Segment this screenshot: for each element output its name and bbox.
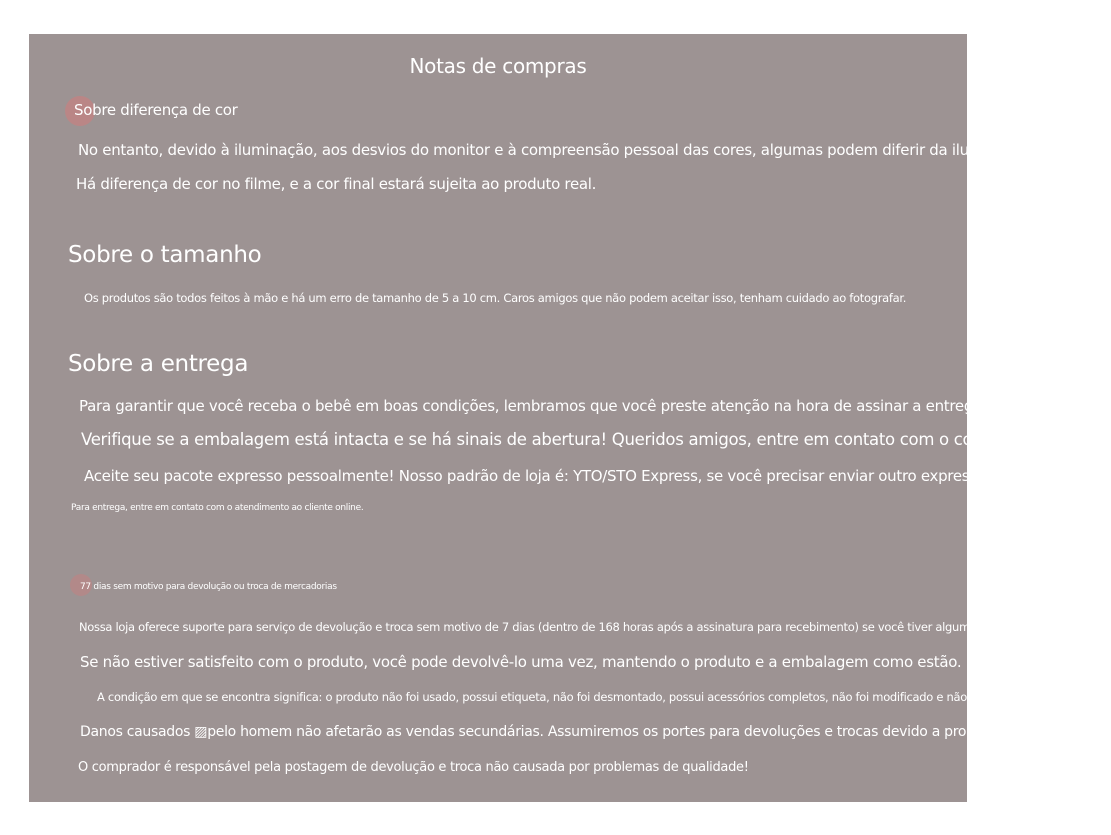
returns-line-1: Nossa loja oferece suporte para serviço de devolução e troca sem motivo de 7 dias (dentro de 168 horas após a assinatura para recebimento) se você tiver alguma dúvida sobre nós (79, 620, 1074, 634)
returns-heading: 77 dias sem motivo para devolução ou troca de mercadorias (80, 582, 337, 592)
page-title: Notas de compras (409, 54, 587, 78)
edge-tab (970, 137, 1000, 161)
returns-line-4: Danos causados ▨pelo homem não afetarão as vendas secundárias. Assumiremos os portes para devoluções e trocas devido a problemas de qualidade. (80, 724, 1111, 740)
color-line-2: Há diferença de cor no filme, e a cor final estará sujeita ao produto real. (76, 175, 597, 193)
delivery-line-4: Para entrega, entre em contato com o atendimento ao cliente online. (71, 503, 364, 513)
delivery-line-2: Verifique se a embalagem está intacta e se há sinais de abertura! Queridos amigos, entre em contato com o correio (81, 430, 1009, 449)
delivery-line-3: Aceite seu pacote expresso pessoalmente! Nosso padrão de loja é: YTO/STO Express, se você precisar enviar outro expresso (84, 467, 986, 485)
delivery-heading: Sobre a entrega (68, 351, 249, 377)
edge-tab (970, 686, 1000, 710)
delivery-line-1: Para garantir que você receba o bebê em boas condições, lembramos que você preste atenção na hora de assinar a entrega expressa. (79, 397, 1056, 415)
returns-line-5: O comprador é responsável pela postagem de devolução e troca não causada por problemas de qualidade! (78, 760, 749, 775)
purchase-notes-panel (29, 34, 1111, 802)
color-heading: Sobre diferença de cor (74, 101, 238, 119)
size-line-1: Os produtos são todos feitos à mão e há um erro de tamanho de 5 a 10 cm. Caros amigos que não podem aceitar isso, tenham cuidado ao fotografar. (84, 291, 907, 305)
returns-line-2: Se não estiver satisfeito com o produto, você pode devolvê-lo uma vez, mantendo o produto e a embalagem como estão. Bens e pacotes (80, 653, 1077, 671)
returns-line-3: A condição em que se encontra significa: o produto não foi usado, possui etiqueta, não foi desmontado, possui acessórios completos, não foi modificado e não possui (97, 690, 1006, 704)
size-heading: Sobre o tamanho (68, 242, 262, 268)
edge-tab (970, 428, 1000, 452)
color-line-1: No entanto, devido à iluminação, aos desvios do monitor e à compreensão pessoal das cores, algumas podem diferir da iluminação (78, 141, 1031, 159)
edge-tab (970, 720, 1000, 744)
edge-tab (970, 652, 1000, 676)
edge-tab (970, 393, 1000, 417)
